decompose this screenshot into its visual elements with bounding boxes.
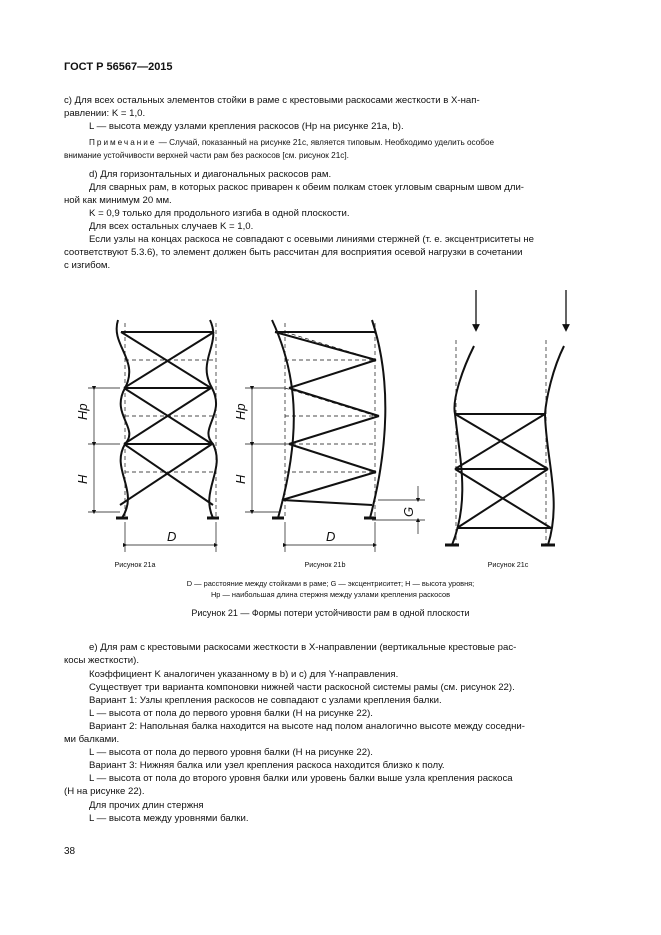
frame-21a [88,320,219,552]
para-c-line2: равлении: K = 1,0. [64,108,146,119]
para-e-line10: Вариант 3: Нижняя балка или узел крепления раскоса находится близко к полу. [89,760,445,771]
caption-21a: Рисунок 21a [114,560,156,569]
para-e-line7: Вариант 2: Напольная балка находится на высоте над полом аналогично высоте между соседни- [89,721,525,732]
label-h-21a: H [75,474,90,484]
note-text1: — Случай, показанный на рисунке 21c, является типовым. Необходимо уделить особое [156,138,495,147]
para-e-line2: косы жесткости). [64,655,139,666]
para-e-line13: Для прочих длин стержня [89,800,204,811]
para-d-line4: K = 0,9 только для продольного изгиба в одной плоскости. [89,208,350,219]
note-label: Примечание [89,138,157,147]
document-header: ГОСТ Р 56567—2015 [64,61,173,73]
para-e-line9: L — высота от пола до первого уровня балки (H на рисунке 22). [89,747,373,758]
para-e-line3: Коэффициент K аналогичен указанному в b) и c) для Y-направления. [89,669,399,680]
para-e-line1: e) Для рам с крестовыми раскосами жесткости в X-направлении (вертикальные крестовые рас- [89,642,517,653]
label-hp-21a: Hp [75,403,90,420]
figure-legend-line2: Hp — наибольшая длина стержня между узлами крепления раскосов [210,590,451,599]
label-g-21b: G [401,506,416,517]
para-e-line6: L — высота от пола до первого уровня балки (H на рисунке 22). [89,708,373,719]
para-e-line5: Вариант 1: Узлы крепления раскосов не совпадают с узлами крепления балки. [89,695,442,706]
para-d-line8: с изгибом. [64,260,111,271]
para-d-line2: Для сварных рам, в которых раскос приварен к обеим полкам стоек угловым сварным швом дли- [89,182,524,193]
para-c-line1: c) Для всех остальных элементов стойки в раме с крестовыми раскосами жесткости в X-нап- [64,95,480,106]
label-d-21a: D [167,529,177,544]
para-d-line5: Для всех остальных случаев K = 1,0. [89,221,254,232]
para-c-line3: L — высота между узлами крепления раскосов (Hp на рисунке 21a, b). [89,121,404,132]
page-number: 38 [64,846,76,857]
figure-legend-line1: D — расстояние между стойками в раме; G — эксцентриситет; H — высота уровня; [186,579,475,588]
para-d-line7: соответствуют 5.3.6), то элемент должен быть рассчитан для восприятия осевой нагрузки в сочетании [64,247,523,258]
para-d-line3: ной как минимум 20 мм. [64,195,172,206]
para-e-line14: L — высота между уровнями балки. [89,813,249,824]
para-e-line12: (H на рисунке 22). [64,786,145,797]
caption-21b: Рисунок 21b [304,560,346,569]
note-line2: внимание устойчивости верхней части рам без раскосов [см. рисунок 21c]. [64,151,349,160]
label-h-21b: H [233,474,248,484]
para-e-line4: Существует три варианта компоновки нижней части раскосной системы рамы (см. рисунок 22). [89,682,515,693]
para-d-line6: Если узлы на концах раскоса не совпадают с осевыми линиями стержней (т. е. эксцентриситеты не [89,234,535,245]
caption-21c: Рисунок 21c [487,560,529,569]
para-e-line8: ми балками. [64,734,120,745]
frame-21b [245,320,425,552]
para-d-line1: d) Для горизонтальных и диагональных раскосов рам. [89,169,332,180]
figure-title: Рисунок 21 — Формы потери устойчивости рам в одной плоскости [191,608,470,618]
para-e-line11: L — высота от пола до второго уровня балки или уровень балки выше узла крепления раскоса [89,773,513,784]
label-d-21b: D [326,529,336,544]
frame-21c [445,290,566,545]
label-hp-21b: Hp [233,403,248,420]
